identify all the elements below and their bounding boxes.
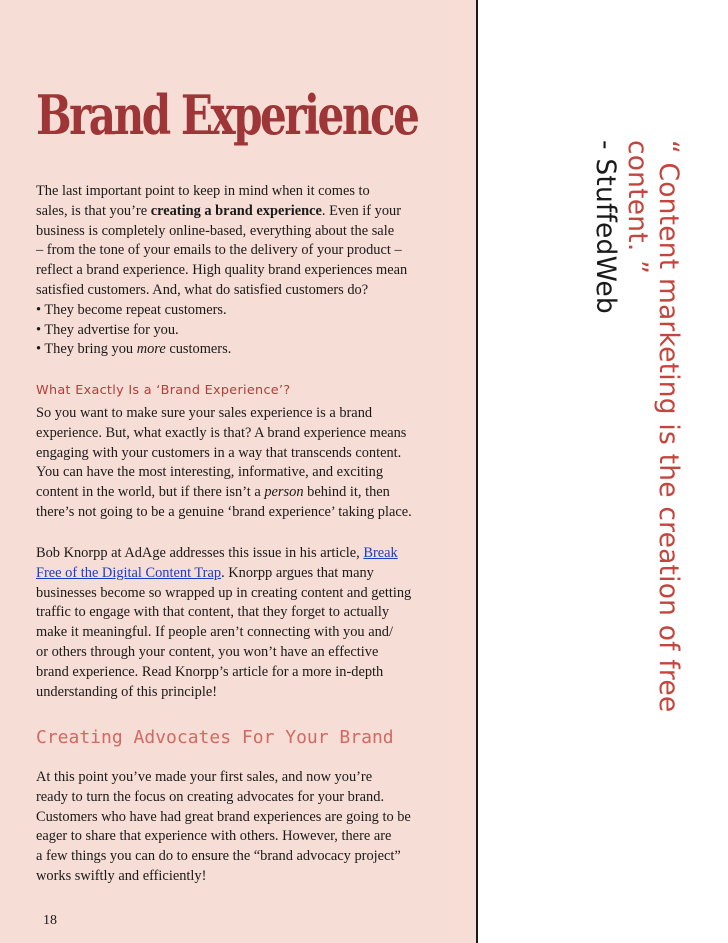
text-line: business is completely online-based, everything about the sale — [36, 222, 395, 239]
bullet-item: • They advertise for you. — [36, 321, 179, 338]
text-span: . Even if your — [321, 202, 402, 219]
section-heading-brand-experience: What Exactly Is a ‘Brand Experience’? — [36, 383, 291, 398]
quote-attribution: - StuffedWeb — [590, 140, 621, 314]
advocates-paragraph — [36, 768, 411, 887]
text-line: a few things you can do to ensure the “brand advocacy project” — [36, 848, 401, 865]
text-line — [36, 564, 411, 584]
text-line: reflect a brand experience. High quality brand experiences mean — [36, 262, 408, 279]
text-line — [36, 483, 412, 503]
bold-text: creating a brand experience — [150, 202, 322, 219]
article-link[interactable]: Break — [363, 545, 398, 561]
intro-paragraph — [36, 182, 476, 360]
text-span: Bob Knorpp at AdAge addresses this issue in his article, — [36, 545, 364, 561]
section-heading-advocates: Creating Advocates For Your Brand — [36, 727, 394, 748]
knorpp-paragraph — [36, 544, 411, 702]
text-line: – from the tone of your emails to the delivery of your product – — [36, 242, 402, 259]
text-line: engaging with your customers in a way that transcends content. — [36, 444, 402, 461]
italic-text: more — [136, 341, 166, 358]
pull-quote-text — [589, 140, 684, 840]
text-span: sales, is that you’re — [36, 202, 151, 219]
text-line — [36, 202, 476, 222]
text-line: businesses become so wrapped up in creating content and getting — [36, 584, 412, 601]
text-span: content in the world, but if there isn’t a — [36, 484, 265, 501]
bullet-item — [36, 340, 476, 360]
brand-experience-paragraph — [36, 404, 412, 523]
pull-quote — [560, 140, 684, 840]
article-link[interactable]: Free of the Digital Content Trap — [36, 564, 222, 581]
italic-text: person — [264, 484, 304, 501]
text-span: customers. — [165, 341, 232, 358]
text-line: You can have the most interesting, informative, and exciting — [36, 464, 384, 481]
text-span: • They bring you — [36, 341, 137, 358]
quote-line: content. ” — [622, 140, 653, 275]
page-title: Brand Experience — [36, 83, 418, 147]
text-line: At this point you’ve made your first sales, and now you’re — [36, 769, 373, 785]
text-line: or others through your content, you won’t have an effective — [36, 643, 379, 660]
text-line — [36, 544, 411, 564]
text-line: Customers who have had great brand experiences are going to be — [36, 808, 411, 825]
text-line: So you want to make sure your sales experience is a brand — [36, 405, 373, 421]
text-line: works swiftly and efficiently! — [36, 867, 207, 884]
text-span: . Knorpp argues that many — [221, 564, 374, 581]
text-line: eager to share that experience with others. However, there are — [36, 828, 392, 845]
quote-line: “ Content marketing is the creation of free — [653, 140, 684, 713]
page-number: 18 — [43, 913, 57, 928]
text-line: satisfied customers. And, what do satisfied customers do? — [36, 281, 369, 298]
bullet-item: • They become repeat customers. — [36, 301, 227, 318]
text-line: understanding of this principle! — [36, 683, 218, 700]
text-line: make it meaningful. If people aren’t connecting with you and/ — [36, 624, 393, 641]
text-line: The last important point to keep in mind when it comes to — [36, 183, 370, 199]
text-line: there’s not going to be a genuine ‘brand experience’ taking place. — [36, 503, 412, 520]
text-line: brand experience. Read Knorpp’s article for a more in-depth — [36, 663, 384, 680]
text-span: behind it, then — [303, 484, 390, 501]
text-line: traffic to engage with that content, that they forget to actually — [36, 604, 390, 621]
text-line: ready to turn the focus on creating advocates for your brand. — [36, 788, 385, 805]
text-line: experience. But, what exactly is that? A brand experience means — [36, 424, 407, 441]
